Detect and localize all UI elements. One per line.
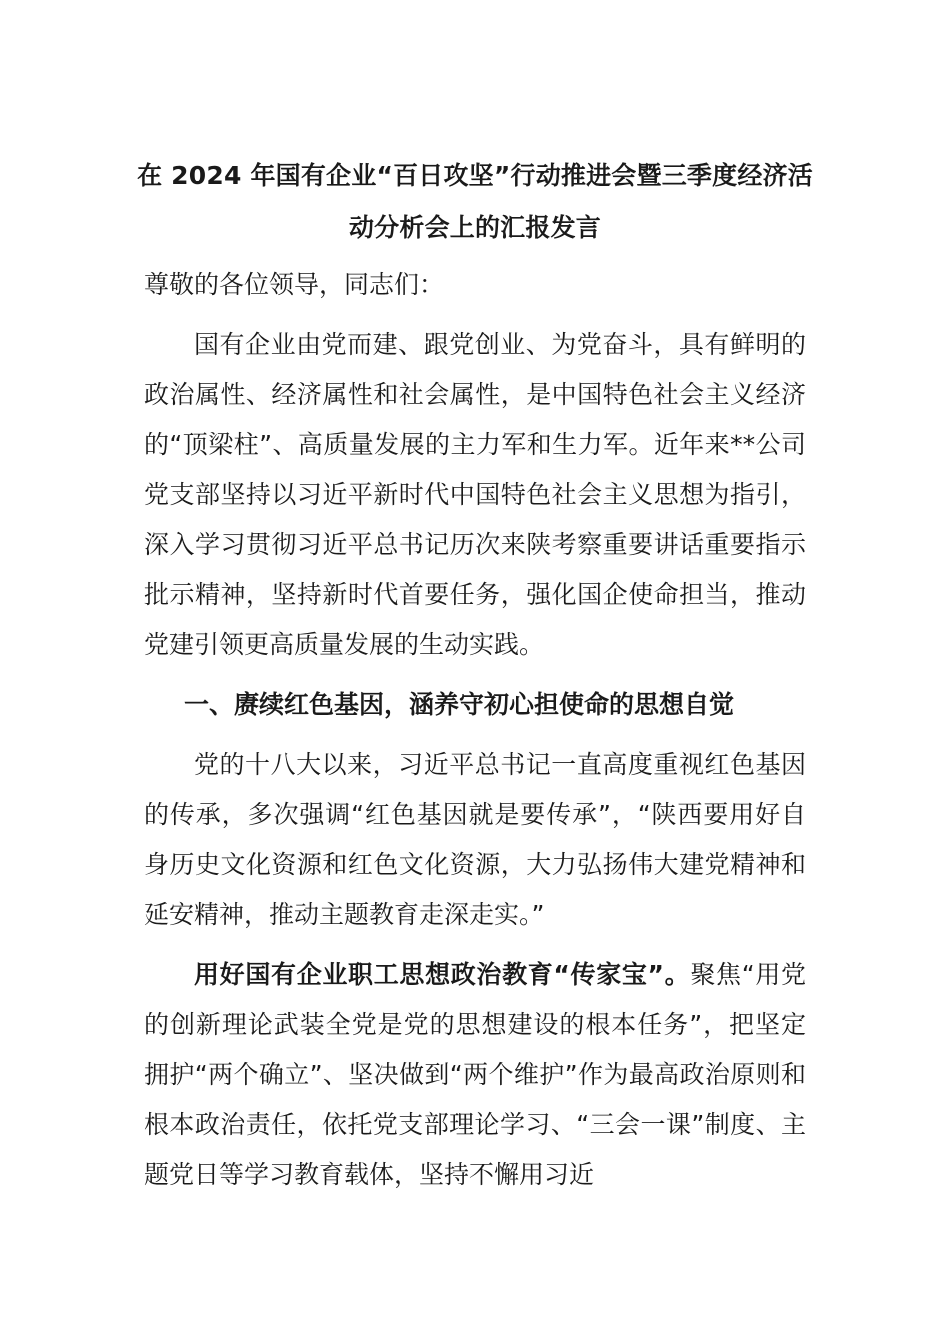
title-block	[134, 150, 816, 254]
document-title: 在 2024 年国有企业“百日攻坚”行动推进会暨三季度经济活动分析会上的汇报发言	[137, 161, 813, 242]
paragraph-lead-sentence: 用好国有企业职工思想政治教育“传家宝”。	[194, 960, 691, 989]
section-heading-1: 一、赓续红色基因，涵养守初心担使命的思想自觉	[184, 690, 735, 719]
paragraph-education	[144, 950, 806, 1200]
paragraph-intro: 国有企业由党而建、跟党创业、为党奋斗，具有鲜明的政治属性、经济属性和社会属性，是中国特色社会主义经济的“顶梁柱”、高质量发展的主力军和生力军。近年来**公司党支部坚持以习近平新时代中国特色社会主义思想为指引，深入学习贯彻习近平总书记历次来陕考察重要讲话重要指示批示精神，坚持新时代首要任务，强化国企使命担当，推动党建引领更高质量发展的生动实践。	[144, 330, 806, 659]
salutation: 尊敬的各位领导，同志们：	[144, 270, 445, 299]
paragraph-body-text: 聚焦“用党的创新理论武装全党是党的思想建设的根本任务”，把坚定拥护“两个确立”、坚决做到“两个维护”作为最高政治原则和根本政治责任，依托党支部理论学习、“三会一课”制度、主题党日等学习教育载体，坚持不懈用习近	[144, 960, 806, 1189]
paragraph-red-gene: 党的十八大以来，习近平总书记一直高度重视红色基因的传承，多次强调“红色基因就是要传承”，“陕西要用好自身历史文化资源和红色文化资源，大力弘扬伟大建党精神和延安精神，推动主题教育走深走实。”	[144, 750, 806, 929]
document-page	[137, 150, 813, 1200]
